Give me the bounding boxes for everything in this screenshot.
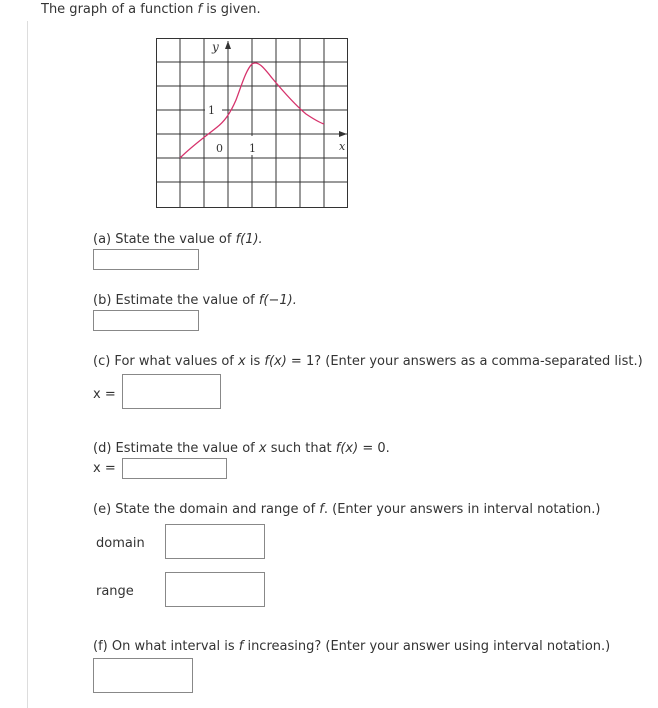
question-f: (f) On what interval is f increasing? (Enter your answer using interval notation.) — [93, 639, 611, 654]
answer-a-input[interactable] — [93, 249, 199, 270]
question-b: (b) Estimate the value of f(−1). — [93, 293, 297, 308]
function-graph — [156, 38, 350, 210]
intro-f: f — [197, 2, 203, 17]
answer-c-label: x = — [93, 387, 116, 402]
intro-after: is given. — [202, 2, 261, 17]
y-tick-label: 1 — [208, 104, 215, 117]
x-tick-label: 1 — [249, 142, 256, 155]
range-label: range — [96, 584, 134, 599]
answer-b-input[interactable] — [93, 310, 199, 331]
question-e: (e) State the domain and range of f. (Enter your answers in interval notation.) — [93, 502, 601, 517]
question-d: (d) Estimate the value of x such that f(x) = 0. — [93, 441, 390, 456]
x-axis-label: x — [339, 140, 346, 153]
range-input[interactable] — [165, 572, 265, 607]
left-border — [27, 21, 28, 708]
answer-c-input[interactable] — [122, 374, 221, 409]
answer-d-input[interactable] — [122, 458, 227, 479]
answer-d-label: x = — [93, 461, 116, 476]
question-a: (a) State the value of f(1). — [93, 232, 263, 247]
domain-label: domain — [96, 536, 145, 551]
origin-label-bg — [205, 136, 255, 155]
domain-input[interactable] — [165, 524, 265, 559]
origin-label: 0 — [216, 142, 223, 155]
answer-f-input[interactable] — [93, 658, 193, 693]
intro-before: The graph of a function — [41, 2, 198, 17]
y-axis-label: y — [212, 40, 219, 54]
question-c: (c) For what values of x is f(x) = 1? (Enter your answers as a comma-separated list.) — [93, 354, 643, 369]
intro-text — [41, 2, 261, 17]
